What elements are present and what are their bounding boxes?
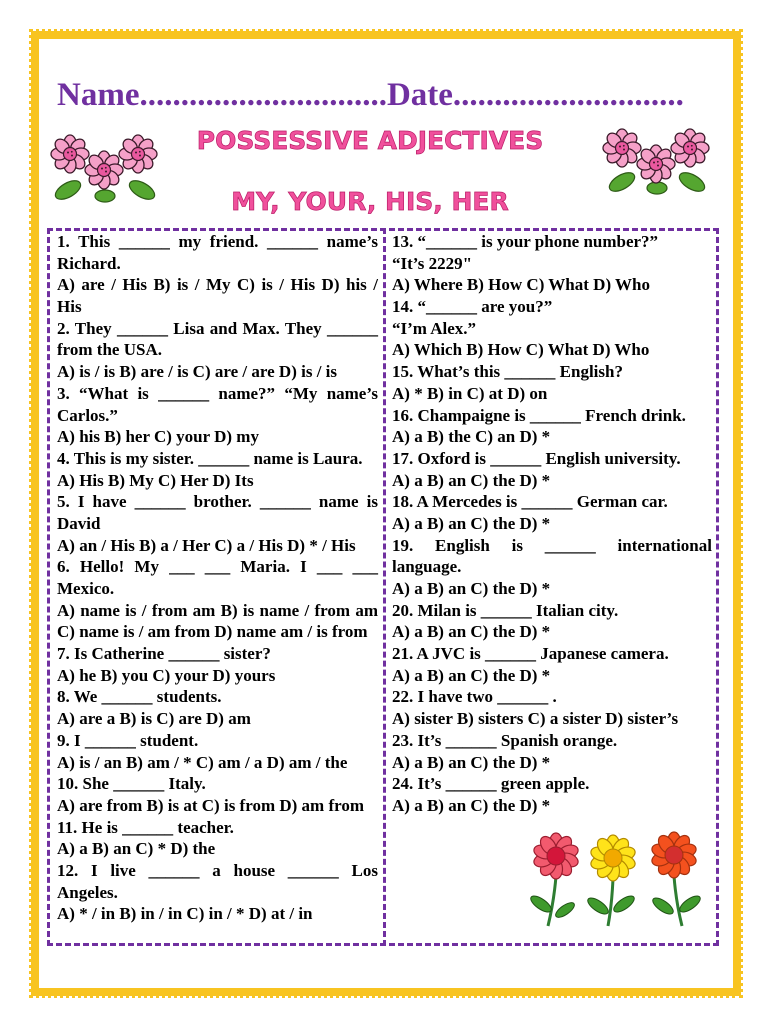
answer-options-line: A) a B) an C) the D) * bbox=[392, 752, 551, 772]
answer-options-line: A) are / His B) is / My C) is / His D) his / bbox=[57, 275, 378, 295]
question-text-line: “It’s 2229" bbox=[392, 253, 473, 273]
question-text-line: 15. What’s this ______ English? bbox=[392, 362, 623, 382]
answer-options-line: A) a B) an C) the D) * bbox=[392, 579, 551, 598]
question-item bbox=[57, 448, 378, 491]
question-item bbox=[392, 296, 712, 361]
question-item bbox=[392, 686, 712, 729]
question-item bbox=[392, 535, 712, 600]
answer-options-line: A) sister B) sisters C) a sister D) sister’s bbox=[392, 709, 679, 729]
leaf-icon bbox=[126, 177, 157, 203]
answer-options-line: C) name is / am from D) name am / is from bbox=[57, 622, 368, 642]
stem bbox=[548, 876, 556, 926]
leaf-icon bbox=[647, 182, 667, 194]
flower-icon bbox=[637, 145, 675, 183]
flower-icon bbox=[51, 135, 89, 173]
answer-options-line: A) name is / from am B) is name / from am bbox=[57, 600, 378, 620]
worksheet-title: POSSESSIVE ADJECTIVES bbox=[196, 126, 544, 155]
question-item bbox=[392, 448, 712, 491]
flower-icon bbox=[589, 835, 637, 881]
question-text-line: Mexico. bbox=[57, 579, 115, 598]
answer-options-line: A) a B) an C) the D) * bbox=[392, 513, 551, 533]
leaf-icon bbox=[611, 893, 636, 915]
column-right bbox=[392, 231, 712, 817]
question-item bbox=[57, 817, 378, 860]
flower-cluster-right bbox=[598, 124, 716, 200]
question-text-line: language. bbox=[392, 557, 462, 577]
question-item bbox=[392, 361, 712, 404]
question-text-line: 12. I live ______ a house ______ Los bbox=[57, 860, 378, 880]
answer-options-line: A) is / is B) are / is C) are / are D) is / is bbox=[57, 362, 338, 382]
question-item bbox=[57, 686, 378, 729]
question-text-line: 18. A Mercedes is ______ German car. bbox=[392, 492, 668, 512]
flower-icon bbox=[532, 833, 580, 879]
question-text-line: Angeles. bbox=[57, 882, 118, 902]
question-text-line: 13. “______ is your phone number?” bbox=[392, 232, 659, 251]
question-item bbox=[57, 773, 378, 816]
answer-options-line: A) are from B) is at C) is from D) am from bbox=[57, 795, 365, 815]
question-item bbox=[57, 318, 378, 383]
question-item bbox=[57, 730, 378, 773]
question-text-line: 22. I have two ______ . bbox=[392, 687, 557, 707]
answer-options-line: A) His B) My C) Her D) Its bbox=[57, 470, 254, 490]
question-item bbox=[392, 600, 712, 643]
question-text-line: 2. They ______ Lisa and Max. They ______ bbox=[57, 318, 378, 338]
question-item bbox=[392, 730, 712, 773]
question-item bbox=[57, 383, 378, 448]
question-text-line: 16. Champaigne is ______ French drink. bbox=[392, 405, 686, 425]
answer-options-line: A) a B) an C) the D) * bbox=[392, 795, 551, 815]
answer-options-line: A) is / an B) am / * C) am / a D) am / the bbox=[57, 752, 348, 772]
answer-options-line: A) are a B) is C) are D) am bbox=[57, 709, 251, 729]
question-text-line: 17. Oxford is ______ English university. bbox=[392, 448, 681, 468]
question-text-line: Richard. bbox=[57, 253, 121, 273]
question-text-line: 21. A JVC is ______ Japanese camera. bbox=[392, 644, 669, 664]
stem bbox=[608, 878, 613, 926]
answer-options-line: A) a B) an C) * D) the bbox=[57, 839, 216, 859]
answer-options-line: A) his B) her C) your D) my bbox=[57, 427, 259, 447]
answer-options-line: A) a B) an C) the D) * bbox=[392, 665, 551, 685]
name-date-line: Name..............................Date............................ bbox=[57, 77, 684, 113]
question-text-line: 8. We ______ students. bbox=[57, 687, 222, 707]
answer-options-line: A) Which B) How C) What D) Who bbox=[392, 340, 650, 360]
worksheet-subtitle: MY, YOUR, HIS, HER bbox=[231, 187, 509, 216]
question-item bbox=[392, 491, 712, 534]
leaf-icon bbox=[677, 893, 702, 915]
question-text-line: 4. This is my sister. ______ name is Laura. bbox=[57, 448, 363, 468]
answer-options-line: His bbox=[57, 297, 82, 317]
leaf-icon bbox=[585, 895, 610, 917]
question-text-line: 24. It’s ______ green apple. bbox=[392, 774, 590, 794]
question-item bbox=[57, 860, 378, 925]
question-item bbox=[392, 773, 712, 816]
answer-options-line: A) a B) the C) an D) * bbox=[392, 427, 551, 447]
answer-options-line: A) Where B) How C) What D) Who bbox=[392, 275, 650, 295]
question-text-line: 6. Hello! My ___ ___ Maria. I ___ ___ bbox=[57, 557, 378, 577]
answer-options-line: A) a B) an C) the D) * bbox=[392, 622, 551, 642]
question-text-line: David bbox=[57, 513, 101, 533]
question-text-line: 20. Milan is ______ Italian city. bbox=[392, 600, 619, 620]
flower-icon bbox=[119, 135, 157, 173]
question-text-line: 3. “What is ______ name?” “My name’s bbox=[57, 383, 378, 403]
answer-options-line: A) he B) you C) your D) yours bbox=[57, 665, 276, 685]
question-text-line: 5. I have ______ brother. ______ name is bbox=[57, 492, 378, 512]
question-text-line: 14. “______ are you?” bbox=[392, 297, 553, 317]
leaf-icon bbox=[52, 177, 83, 203]
question-text-line: 11. He is ______ teacher. bbox=[57, 817, 234, 837]
question-text-line: 9. I ______ student. bbox=[57, 730, 199, 750]
leaf-icon bbox=[606, 169, 637, 195]
question-text-line: Carlos.” bbox=[57, 405, 118, 425]
column-left bbox=[57, 231, 378, 925]
flower-icon bbox=[650, 832, 698, 878]
question-item bbox=[57, 556, 378, 643]
leaf-icon bbox=[95, 190, 115, 202]
question-text-line: from the USA. bbox=[57, 340, 162, 360]
question-item bbox=[57, 643, 378, 686]
flower-icon bbox=[603, 129, 641, 167]
flower-cluster-left bbox=[46, 130, 164, 206]
stem bbox=[674, 876, 682, 926]
leaf-icon bbox=[528, 893, 553, 915]
answer-options-line: A) * B) in C) at D) on bbox=[392, 383, 548, 403]
flower-group-bottom bbox=[520, 826, 715, 930]
question-text-line: 1. This ______ my friend. ______ name’s bbox=[57, 232, 378, 251]
question-item bbox=[392, 405, 712, 448]
column-divider bbox=[383, 228, 386, 946]
question-text-line: “I’m Alex.” bbox=[392, 318, 477, 338]
question-text-line: 23. It’s ______ Spanish orange. bbox=[392, 730, 618, 750]
answer-options-line: A) a B) an C) the D) * bbox=[392, 470, 551, 490]
question-item bbox=[57, 231, 378, 318]
leaf-icon bbox=[676, 169, 707, 195]
flower-icon bbox=[671, 129, 709, 167]
question-text-line: 7. Is Catherine ______ sister? bbox=[57, 644, 271, 664]
question-item bbox=[57, 491, 378, 556]
question-text-line: 19. English is ______ international bbox=[392, 535, 712, 555]
question-item bbox=[392, 231, 712, 296]
question-item bbox=[392, 643, 712, 686]
question-text-line: 10. She ______ Italy. bbox=[57, 774, 206, 794]
leaf-icon bbox=[650, 895, 675, 917]
flower-icon bbox=[85, 151, 123, 189]
leaf-icon bbox=[553, 900, 576, 920]
answer-options-line: A) an / His B) a / Her C) a / His D) * / His bbox=[57, 535, 356, 555]
answer-options-line: A) * / in B) in / in C) in / * D) at / in bbox=[57, 904, 313, 924]
